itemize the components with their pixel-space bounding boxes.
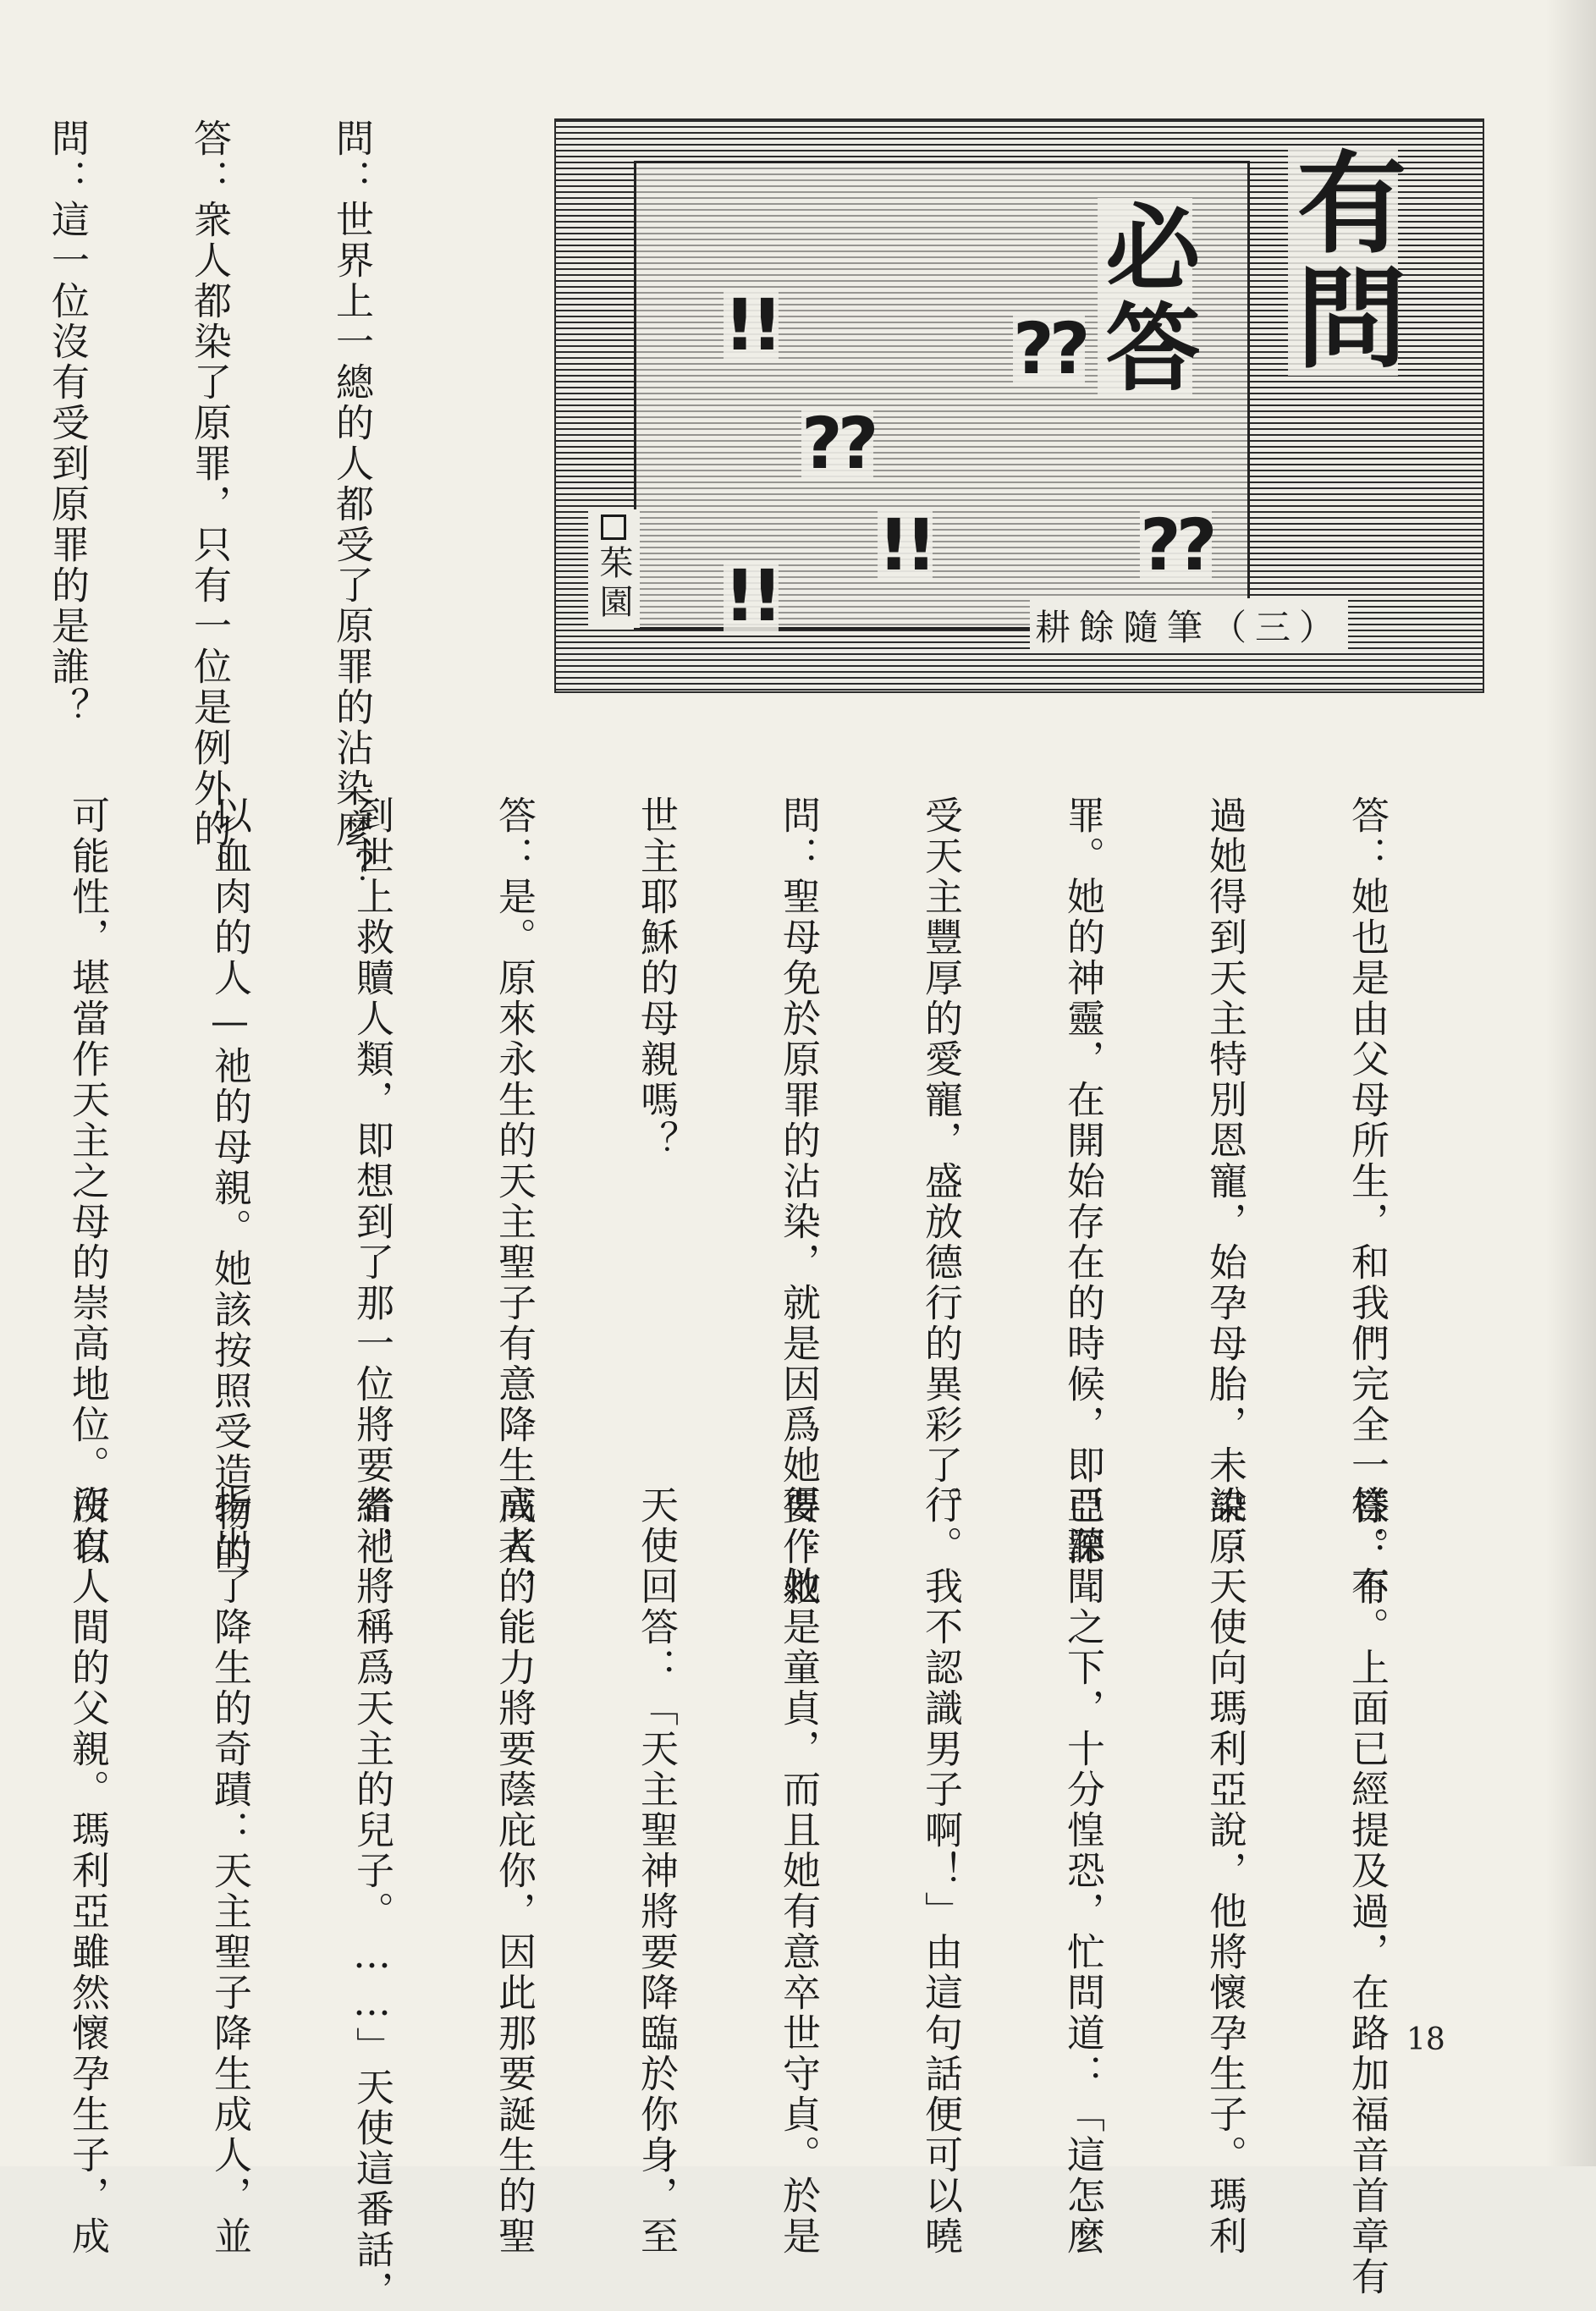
- article-column-upper-left: [45, 118, 470, 890]
- line: 指出了降生的奇蹟：天主聖子降生成人，並: [207, 1485, 252, 2257]
- title-second: 必答: [1090, 198, 1200, 398]
- line: 世主耶穌的母親嗎？: [634, 795, 679, 1161]
- title-banner: [554, 118, 1484, 693]
- line: 問：聖母免於原罪的沾染，就是因爲她要作救: [776, 795, 821, 1608]
- title-main: 有問: [1279, 146, 1407, 376]
- exclaim-mark-1: !!: [724, 283, 779, 366]
- line: 答：她也是由父母所生，和我們完全一樣。不: [1345, 795, 1390, 1608]
- author-byline: [588, 509, 640, 628]
- line: 答：是。原來永生的天主聖子有意降生成人，: [492, 795, 537, 1608]
- page-number: 18: [1406, 2022, 1445, 2057]
- article-column-bottom: [65, 1485, 1485, 2311]
- line: 得：她是童貞，而且她有意卒世守貞。於是: [776, 1485, 821, 2257]
- author-square-icon: [601, 514, 626, 540]
- line: 可能性，堪當作天主之母的崇高地位。所以: [65, 795, 110, 1567]
- line: 高者的能力將要蔭庇你，因此那要誕生的聖: [492, 1485, 537, 2257]
- subtitle: 耕餘隨筆（三）: [1030, 598, 1348, 652]
- line: 行。我不認識男子啊！」由這句話便可以曉: [918, 1485, 963, 2257]
- line: 亞聽聞之下，十分惶恐，忙問道：「這怎麼: [1060, 1485, 1105, 2257]
- line: 說：天使向瑪利亞說，他將懷孕生子。瑪利: [1203, 1485, 1247, 2257]
- line: 受天主豐厚的愛寵，盛放德行的異彩了。: [918, 795, 963, 1527]
- line: 以血肉的人—祂的母親。她該按照受造物的: [207, 795, 252, 1574]
- line: 問：這一位沒有受到原罪的是誰？: [45, 118, 90, 728]
- line: 沒有人間的父親。瑪利亞雖然懷孕生子，成: [65, 1485, 110, 2257]
- line: 問：世界上一總的人都受了原罪的沾染麼？: [329, 118, 374, 890]
- author-name: 茱園: [594, 545, 633, 623]
- line: 答：有。上面已經提及過，在路加福音首章有: [1345, 1485, 1390, 2297]
- question-mark-2: ??: [801, 402, 874, 485]
- question-mark-3: ??: [1140, 503, 1213, 586]
- exclaim-mark-2: !!: [878, 503, 933, 586]
- line: 天使回答：「天主聖神將要降臨於你身，至: [634, 1485, 679, 2257]
- line: 罪。她的神靈，在開始存在的時候，即已深: [1060, 795, 1105, 1567]
- page-edge-shadow: [1545, 0, 1596, 2166]
- line: 過她得到天主特別恩寵，始孕母胎，未染原: [1203, 795, 1247, 1567]
- question-mark-1: ??: [1013, 307, 1086, 390]
- article-column-middle: [65, 795, 1485, 1608]
- line: 到世上救贖人類，即想到了那一位將要給祂: [349, 795, 394, 1567]
- exclaim-mark-3: !!: [724, 554, 779, 637]
- line: 答：衆人都染了原罪，只有一位是例外的。: [187, 118, 232, 890]
- line: 者，將稱爲天主的兒子。……」天使這番話，: [349, 1485, 394, 2311]
